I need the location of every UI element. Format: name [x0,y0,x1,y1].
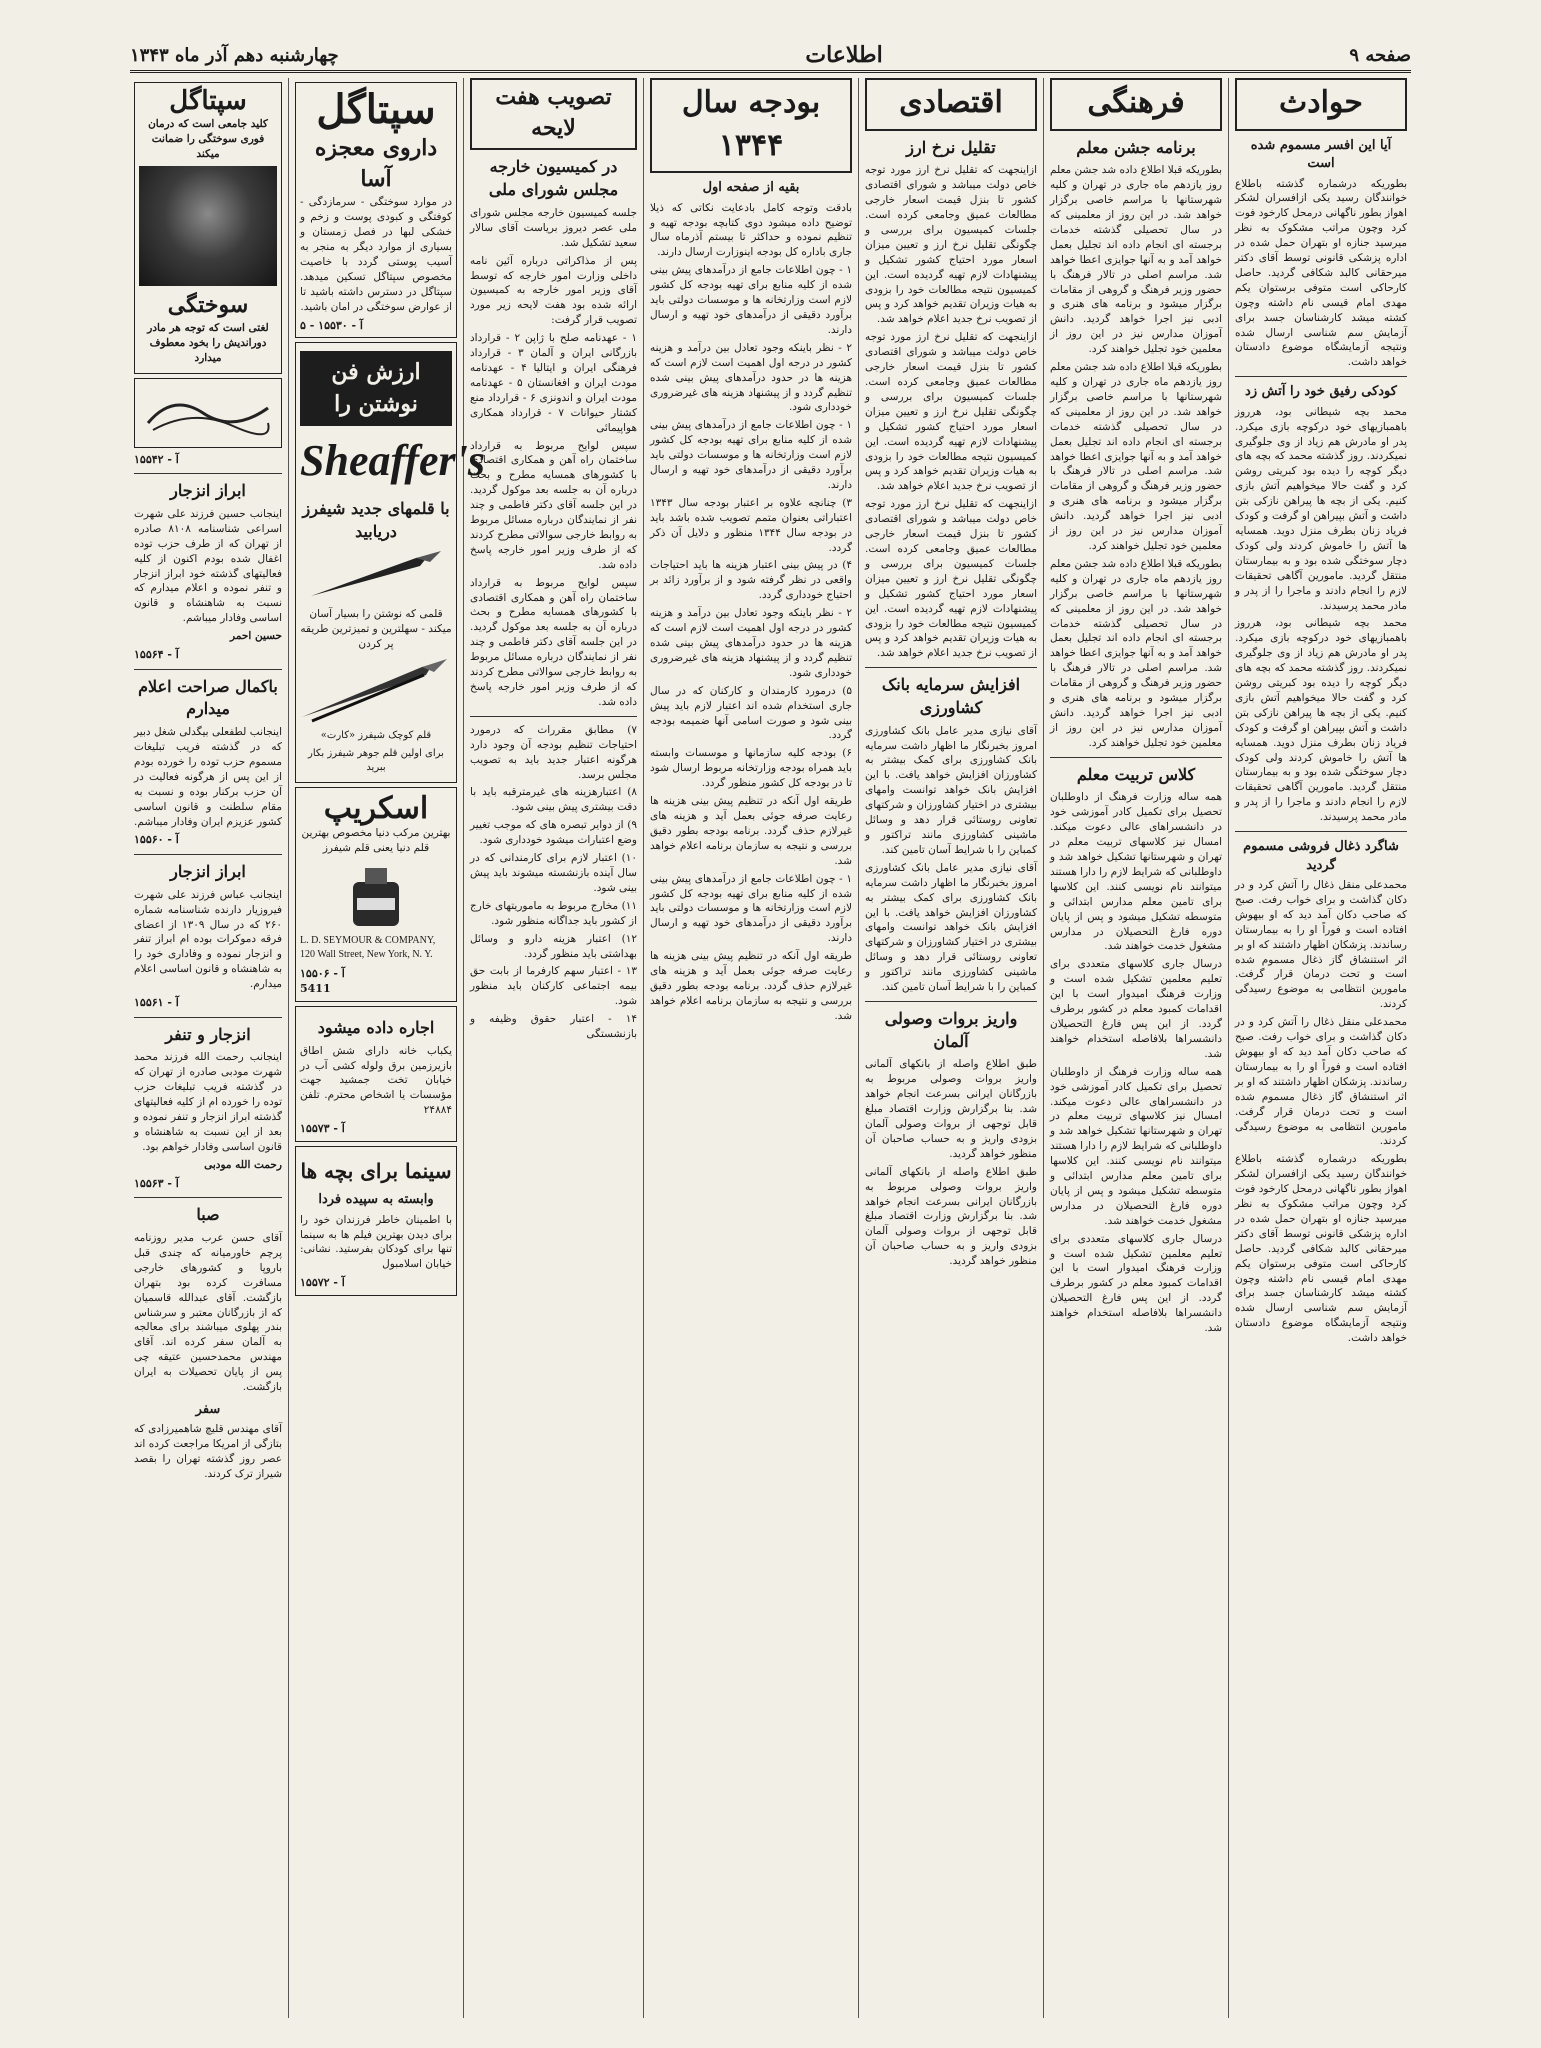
notice-title: ابراز انزجار [170,862,246,882]
layehe-headline: تصویب هفت لایحه [470,78,637,150]
rent-title: اجاره داده میشود [317,1017,435,1037]
divider [134,473,282,474]
ad-subtitle: داروی معجزه آسا [314,135,438,193]
article-body: همه ساله وزارت فرهنگ از داوطلبان تحصیل برای تکمیل کادر آموزشی خود در دانشسراهای عالی دعوت میکند. امسال نیز کلاسهای تربیت معلم در تهران و شهرستانها تشکیل خواهد شد و داوطلبانی که شرایط لازم را دارا هستند میتوانند نام نویسی کنند. این کلاسها برای تامین معلم مدارس ابتدائی و متوسطه تشکیل میشود و پس از پایان دوره فارغ التحصیلان در مدارس مشغول خدمت خواهند شد. [1050,791,1222,953]
masthead [130,40,1411,73]
rent-ad [295,1006,457,1142]
divider [134,669,282,670]
article-body: پس از مذاکراتی درباره آئین نامه داخلی وزارت امور خارجه که توسط آقای وزیر امور خارجه به کمیسیون ارائه شده بود هفت لایحه زیر مورد تصویب قرار گرفت: [470,254,637,327]
ad-code: آ - ۱۵۵۶۳ [134,1176,179,1190]
layehe-subhead: در کمیسیون خارجه مجلس شورای ملی [488,157,619,200]
notice-body: اینجانب رحمت الله فرزند محمد شهرت مودبی صادره از تهران که در گذشته فریب تبلیغات حزب توده را خورده ام از کلیه فعالیتهای گذشته ابراز انزجار و تنفر نموده و بعد از این نسبت به شاهنشاه و قانون اساسی وفادار خواهم بود. [134,1051,282,1153]
column-notices [128,78,288,2018]
column-ads [288,78,485,2018]
article-body: جلسه کمیسیون خارجه مجلس شورای ملی عصر دیروز بریاست آقای سالار سعید تشکیل شد. [470,206,637,249]
article-body: بادقت وتوجه کامل بادعایت نکاتی که ذیلا توضیح داده میشود دوی کتابچه بودجه تهیه و تنظیم نموده و حداکثر تا بیستم آذرماه سال جاری باداره کل بودجه اینوزارت ارسال دارند. [650,201,852,259]
ad-line: کلید جامعی است که درمان فوری سوختگی را ضمانت میکند [148,117,268,160]
article-body: سپس لوایح مربوط به قرارداد ساختمان راه آهن و همکاری اقتصادی با کشورهای همسایه مطرح و بحث درباره آن به جلسه بعد موکول گردید. در این جلسه آقای دکتر فاطمی و چند نفر از نمایندگان درباره مسائل مربوط به روابط خارجی سوالاتی مطرح کردند که از طرف وزیر امور خارجه پاسخ داده شد. [470,439,637,571]
article-body: ۱۴ - اعتبار حقوق وظیفه و بازنشستگی [470,1013,637,1041]
article-title: کودکی رفیق خود را آتش زد [1245,384,1397,400]
calligraphy-emblem-icon [143,388,273,438]
article-body: طبق اطلاع واصله از بانکهای آلمانی واریز بروات وصولی مربوط به بازرگانان ایرانی بسرعت انجام خواهد شد. بنا برگزارش وزارت اقتصاد مبلغ قابل توجهی از بروات وصولی آلمان بزودی واریز و به حساب صاحبان آن منظور خواهد گردید. [865,1165,1037,1268]
sheaffer-body: قلمی که نوشتن را بسیار آسان میکند - سهلترین و تمیزترین طریقه پر کردن [300,607,452,650]
article-body: طریقه اول آنکه در تنظیم پیش بینی هزینه ها رعایت صرفه جوئی بعمل آید و هزینه های غیرلازم حذف گردد. برنامه بودجه بطور دقیق بررسی و نتیجه به سازمان برنامه اعلام خواهد شد. [650,950,852,1022]
ad-code: آ - ۱۵۵۳۰ - ۵ [300,318,363,332]
cinema-body: با اطمینان خاطر فرزندان خود را برای دیدن بهترین فیلم ها به سینما تنها برای کودکان بفرستید. نشانی: خیابان اسلامبول [300,1213,452,1271]
fountain-pen-icon [306,548,446,603]
page-number: صفحه ۹ [1349,44,1411,66]
article-body: درسال جاری کلاسهای متعددی برای تعلیم معلمین تشکیل شده است و وزارت فرهنگ امیدوار است با این اقدامات کمبود معلم در کشور برطرف گردد. از این پس فارغ التحصیلان دانشسراها بلافاصله استخدام خواهند شد. [1050,958,1222,1060]
article-title: افزایش سرمایه بانک کشاورزی [881,675,1021,717]
article-title: آیا این افسر مسموم شده است [1250,137,1392,172]
article-body: ازاینجهت که تقلیل نرخ ارز مورد توجه خاص دولت میباشد و شورای اقتصادی کشور تا بنزل قیمت اسعار خارجی مطالعات عمیق وجامعی کرده است. جلسات کمیسیون برای بررسی و چگونگی تقلیل نرخ ارز و تعیین میزان اسعار مورد احتیاج کشور تشکیل و پیشنهادات لازم تهیه گردیده است. این کمیسیون نتیجه مطالعات خود را بزودی به هیات وزیران تقدیم خواهد کرد و پس از تصویب نرخ جدید اعلام خواهد شد. [865,498,1037,660]
article-list: ۱ - عهدنامه صلح با ژاپن ۲ - قرارداد بازرگانی ایران و آلمان ۳ - قرارداد فرهنگی ایران و ایتالیا ۴ - عهدنامه مودت ایران و افغانستان ۵ - عهدنامه مودت ایران و اندونزی ۶ - قرارداد منع کشتار حیوانات ۷ - قرارداد همکاری هواپیمائی [470,332,638,434]
social-subhead: سفر [195,1401,221,1417]
divider [134,854,282,855]
calligraphy-stamp-ad [134,378,282,448]
divider [1235,376,1407,377]
ad-code: آ - ۱۵۵۷۲ [300,1276,345,1290]
ad-number: 5411 [300,982,331,996]
ad-body: در موارد سوختگی - سرمازدگی - کوفتگی و کبودی پوست و زخم و خشکی لبها در فصل زمستان و بسیاری از موارد دیگر به منجر به آسیب پوستی گردد با خاصیت مخصوص سپتاگل تسکین میدهد. سپتاگل در دسترس داشته باشید تا از عوارض سوختگی در امان باشید. [300,196,452,313]
article-body: ۶) بودجه کلیه سازمانها و موسسات وابسته باید همراه بودجه وزارتخانه مربوط ارسال شود تا در بودجه کل کشور منظور گردد. [650,747,852,790]
divider [865,667,1037,668]
burn-victim-photo [139,166,277,286]
cinema-subtitle: وابسته به سپیده فردا [318,1192,434,1208]
article-body: بطوریکه قبلا اطلاع داده شد جشن معلم روز یازدهم ماه جاری در تهران و کلیه شهرستانها با مراسم خاصی برگزار خواهد شد. در این روز از معلمینی که در سال تحصیلی گذشته خدمات برجسته ای انجام داده اند تجلیل بعمل خواهد آمد و به آنها جوایزی اعطا خواهد شد. مراسم اصلی در تالار فرهنگ با حضور وزیر فرهنگ و گروهی از مقامات برگزار میشود و برنامه های هنری و ادبی نیز اجرا خواهد گردید. دانش آموزان مدارس نیز در این روز از معلمین خود تجلیل خواهند کرد. [1050,361,1222,552]
article-title: واریز بروات وصولی آلمان [884,1008,1018,1051]
ad-code: آ - ۱۵۵۶۰ [134,833,179,847]
divider [134,1197,282,1198]
ad-subtitle: سوختگی [167,291,249,318]
article-body: بطوریکه درشماره گذشته باطلاع خوانندگان رسید یکی ازافسران لشکر اهواز بطور ناگهانی درمحل کارخود فوت کرد وچون مراتب مشکوک به نظر میرسید جنازه او بتهران حمل شده در اداره پزشکی قانونی توسط آقای دکتر میرحقانی کالبد شکافی گردید. حاصل کارحاکی است متوفی برستوان یکم مهدی امام قیسی نام داشته وچون کشته میشد کارشناسان جسد برای آزمایش سم شناسی ارسال شده ونتیجه آزمایشگاه موضوع دادستان خواهد داشت. [1235,177,1407,369]
article-body: ۴) در پیش بینی اعتبار هزینه ها باید احتیاجات واقعی در نظر گرفته شود و از برآورد زائد بر احتیاج خودداری گردد. [650,559,852,602]
paper-name: اطلاعات [805,42,883,68]
sheaffer-brand-logo: Sheaffer's [300,435,485,485]
social-body: آقای مهندس قلیچ شاهمیرزادی که بتازگی از امریکا مراجعت کرده اند عصر روز گذشته تهران را بقصد شیراز ترک کردند. [134,1423,282,1481]
article-body: سپس لوایح مربوط به قرارداد ساختمان راه آهن و همکاری اقتصادی با کشورهای همسایه مطرح و بحث درباره آن به جلسه بعد موکول گردید. در این جلسه آقای دکتر فاطمی و چند نفر از نمایندگان درباره مسائل مربوط به روابط خارجی سوالاتی مطرح کردند که از طرف وزیر امور خارجه پاسخ داده شد. [470,576,637,708]
article-title: کلاس تربیت معلم [1076,764,1196,784]
article-body: ۱ - چون اطلاعات جامع از درآمدهای پیش بینی شده از کلیه منابع برای تهیه بودجه کل کشور لازم است وزارتخانه ها و موسسات دولتی باید برآورد دقیقی از درآمدهای خود تهیه و ارسال دارند. [650,419,852,491]
section-header-eghtesadi: اقتصادی [865,78,1037,131]
divider [134,1017,282,1018]
sheaffer-tagline: با قلمهای جدید شیفرز دریابید [302,499,450,541]
divider [1050,757,1222,758]
section-header-havades: حوادث [1235,78,1407,131]
article-title: برنامه جشن معلم [1076,137,1196,157]
ad-title: سپتاگل [169,86,247,116]
ad-code: آ - ۱۵۵۴۲ [134,452,179,466]
article-body: ۵) درمورد کارمندان و کارکنان که در سال جاری استخدام شده اند اعتبار لازم باید پیش بینی شود و صورت اسامی آنها ضمیمه بودجه گردد. [650,684,852,742]
article-body: محمد بچه شیطانی بود، هرروز باهمبازیهای خود درکوچه بازی میکرد. پدر او مادرش هم زیاد از وی جلوگیری نمیکردند. روز گذشته محمد که بچه های دیگر کوچه را دیده بود کبریتی روشن کرد و گفت حالا میخواهیم آتش بازی کنیم. یکی از بچه ها پیراهن نازکی بتن داشت و آتش بپیراهن او گرفت و کودک فریاد زنان بطرف منزل دوید. همسایه ها آتش را خاموش کردند ولی کودک دچار سوختگی شده بود و به بیمارستان منتقل گردید. مامورین آگاهی تحقیقات لازم را انجام دادند و ماجرا را از پدر و مادر محمد پرسیدند. [1235,617,1407,824]
skrip-body: بهترین مرکب دنیا مخصوص بهترین قلم دنیا یعنی قلم شیفرز [301,827,451,855]
budget-headline: بودجه سال ۱۳۴۴ [650,78,852,173]
article-body: محمدعلی منقل ذغال را آتش کرد و در دکان گذاشت و برای خواب رفت. صبح که صاحب دکان آمد دید که او بیهوش افتاده است و فوراً او را به بیمارستان رساندند. پزشکان اظهار داشتند که او بر اثر استنشاق گاز ذغال مسموم شده است و تحت درمان قرار گرفت. مامورین انتظامی به موضوع رسیدگی کردند. [1235,1016,1407,1148]
sheaffer-small: قلم کوچک شیفرز «کارت» [320,730,432,742]
notice-body: اینجانب حسین فرزند علی شهرت اسراعی شناسنامه ۸۱۰۸ صادره از تهران که از طرف حزب توده اغفال شده بودم اکنون از کلیه فعالیتهای گذشته خود ابراز انزجار و تنفر نموده و اعلام میدارم که نسبت به شاهنشاه و قانون اساسی وفادار میباشم. [134,507,283,625]
article-body: طبق اطلاع واصله از بانکهای آلمانی واریز بروات وصولی مربوط به بازرگانان ایرانی بسرعت انجام خواهد شد. بنا برگزارش وزارت اقتصاد مبلغ قابل توجهی از بروات وصولی آلمان بزودی واریز و به حساب صاحبان آن منظور خواهد گردید. [865,1058,1037,1160]
notice-signature: حسین احمر [230,630,282,643]
article-title: تقلیل نرخ ارز [906,137,996,157]
column-havades [1228,78,1413,2018]
ad-code: آ - ۱۵۵۶۴ [134,648,179,662]
article-body: محمد بچه شیطانی بود، هرروز باهمبازیهای خود درکوچه بازی میکرد. پدر او مادرش هم زیاد از وی جلوگیری نمیکردند. روز گذشته محمد که بچه های دیگر کوچه را دیده بود کبریتی روشن کرد و گفت حالا میخواهیم آتش بازی کنیم. یکی از بچه ها پیراهن نازکی بتن داشت و آتش بپیراهن او گرفت و کودک فریاد زنان بطرف منزل دوید. همسایه ها آتش را خاموش کردند ولی کودک دچار سوختگی شده بود و به بیمارستان منتقل گردید. مامورین آگاهی تحقیقات لازم را انجام دادند و ماجرا را از پدر و مادر محمد پرسیدند. [1235,405,1407,612]
notice-title: باکمال صراحت اعلام میدارم [138,676,278,719]
article-body: ازاینجهت که تقلیل نرخ ارز مورد توجه خاص دولت میباشد و شورای اقتصادی کشور تا بنزل قیمت اسعار خارجی مطالعات عمیق وجامعی کرده است. جلسات کمیسیون برای بررسی و چگونگی تقلیل نرخ ارز و تعیین میزان اسعار مورد احتیاج کشور تشکیل و پیشنهادات لازم تهیه گردیده است. این کمیسیون نتیجه مطالعات خود را بزودی به هیات وزیران تقدیم خواهد کرد و پس از تصویب نرخ جدید اعلام خواهد شد. [865,331,1037,493]
notice-signature: رحمت الله مودبی [204,1158,282,1171]
social-body: آقای حسن عرب مدیر روزنامه پرچم خاورمیانه که چندی قبل باروپا و کشورهای خارجی مسافرت کرده بود بتهران بازگشت. آقای عبدالله قاسمیان که از بازرگانان معتبر و سرشناس بندر پهلوی میباشند برای معالجه به آلمان سفر کرده اند. آقای مهندس محمدحسین عتیقه چی پس از پایان تحصیلات به ایران بازگشت. [134,1232,282,1394]
article-body: ازاینجهت که تقلیل نرخ ارز مورد توجه خاص دولت میباشد و شورای اقتصادی کشور تا بنزل قیمت اسعار خارجی مطالعات عمیق وجامعی کرده است. جلسات کمیسیون برای بررسی و چگونگی تقلیل نرخ ارز و تعیین میزان اسعار مورد احتیاج کشور تشکیل و پیشنهادات لازم تهیه گردیده است. این کمیسیون نتیجه مطالعات خود را بزودی به هیات وزیران تقدیم خواهد کرد و پس از تصویب نرخ جدید اعلام خواهد شد. [865,164,1037,326]
rent-body: یکباب خانه دارای شش اطاق بازیرزمین برق ولوله کشی آب در خیابان تخت جمشید جهت مؤسسات یا اشخاص محترم. تلفن ۲۴۸۸۴ [300,1044,452,1117]
cinema-title: سینما برای بچه ها [300,1158,452,1183]
article-body: طریقه اول آنکه در تنظیم پیش بینی هزینه ها رعایت صرفه جوئی بعمل آید و هزینه های غیرلازم حذف گردد. برنامه بودجه بطور دقیق بررسی و نتیجه به سازمان برنامه اعلام خواهد شد. [650,795,852,867]
ad-code: آ - ۱۵۵۷۳ [300,1122,345,1136]
article-body: همه ساله وزارت فرهنگ از داوطلبان تحصیل برای تکمیل کادر آموزشی خود در دانشسراهای عالی دعوت میکند. امسال نیز کلاسهای تربیت معلم در تهران و شهرستانها تشکیل خواهد شد و داوطلبانی که شرایط لازم را دارا هستند میتوانند نام نویسی کنند. این کلاسها برای تامین معلم مدارس ابتدائی و متوسطه تشکیل میشود و پس از پایان دوره فارغ التحصیلان در مدارس مشغول خدمت خواهند شد. [1050,1065,1222,1227]
article-body: بطوریکه درشماره گذشته باطلاع خوانندگان رسید یکی ازافسران لشکر اهواز بطور ناگهانی درمحل کارخود فوت کرد وچون مراتب مشکوک به نظر میرسید جنازه او بتهران حمل شده در اداره پزشکی قانونی توسط آقای دکتر میرحقانی کالبد شکافی گردید. حاصل کارحاکی است متوفی برستوان یکم مهدی امام قیسی نام داشته وچون کشته میشد کارشناسان جسد برای آزمایش سم شناسی ارسال شده ونتیجه آزمایشگاه موضوع دادستان خواهد داشت. [1235,1153,1407,1345]
septagol-ad [295,82,457,338]
notice-title: ابراز انزجار [170,481,246,501]
column-budget [643,78,858,2018]
continued-from: بقیه از صفحه اول [702,180,800,196]
column-layehe [463,78,643,2018]
sheaffer-ad [295,342,485,783]
skrip-company: L. D. SEYMOUR & COMPANY, 120 Wall Street, New York, N. Y. [300,935,436,961]
septagol-image-ad [134,82,282,374]
article-body: ۱۳ - اعتبار سهم کارفرما از بابت حق بیمه اجتماعی کارکنان باید منظور شود. [470,965,637,1008]
column-farhangi [1043,78,1228,2018]
article-body: ۱ - چون اطلاعات جامع از درآمدهای پیش بینی شده از کلیه منابع برای تهیه بودجه کل کشور لازم است وزارتخانه ها و موسسات دولتی باید برآورد دقیقی از درآمدهای خود تهیه و ارسال دارند. [650,872,852,945]
article-body: ۲ - نظر باینکه وجود تعادل بین درآمد و هزینه کشور در درجه اول اهمیت است لازم است که هزینه ها در حدود درآمدهای پیش بینی شده تنظیم گردد و از پیشنهاد هزینه های غیرضروری خودداری شود. [650,607,852,679]
article-body: بطوریکه قبلا اطلاع داده شد جشن معلم روز یازدهم ماه جاری در تهران و کلیه شهرستانها با مراسم خاصی برگزار خواهد شد. در این روز از معلمینی که در سال تحصیلی گذشته خدمات برجسته ای انجام داده اند تجلیل بعمل خواهد آمد و به آنها جوایزی اعطا خواهد شد. مراسم اصلی در تالار فرهنگ با حضور وزیر فرهنگ و گروهی از مقامات برگزار میشود و برنامه های هنری و ادبی نیز اجرا خواهد گردید. دانش آموزان مدارس نیز در این روز از معلمین خود تجلیل خواهند کرد. [1050,164,1222,356]
article-body: بطوریکه قبلا اطلاع داده شد جشن معلم روز یازدهم ماه جاری در تهران و کلیه شهرستانها با مراسم خاصی برگزار خواهد شد. در این روز از معلمینی که در سال تحصیلی گذشته خدمات برجسته ای انجام داده اند تجلیل بعمل خواهد آمد و به آنها جوایزی اعطا خواهد شد. مراسم اصلی در تالار فرهنگ با حضور وزیر فرهنگ و گروهی از مقامات برگزار میشود و برنامه های هنری و ادبی نیز اجرا خواهد گردید. دانش آموزان مدارس نیز در این روز از معلمین خود تجلیل خواهند کرد. [1050,557,1222,749]
sheaffer-banner: ارزش فن نوشتن را [300,351,452,425]
article-body: آقای نیازی مدیر عامل بانک کشاورزی امروز بخبرنگار ما اظهار داشت سرمایه بانک کشاورزی برای کمک بیشتر به کشاورزان افزایش خواهد یافت. با این افزایش بانک خواهد توانست وامهای بیشتری در اختیار کشاورزان و شرکتهای تعاونی روستائی قرار دهد و وسائل ماشینی کشاورزی مانند تراکتور و کمباین را با شرایط آسان تامین کند. [865,861,1037,994]
divider [1235,831,1407,832]
sheaffer-foot: برای اولین قلم جوهر شیفرز بکار ببرید [308,747,444,773]
skrip-title: اسکریپ [323,790,429,826]
divider [865,1001,1037,1002]
issue-date: چهارشنبه دهم آذر ماه ۱۳۴۳ [130,44,339,66]
column-eghtesadi [858,78,1043,2018]
article-body: ۷) مطابق مقررات که درمورد احتیاجات تنظیم بودجه آن وجود دارد هرگونه اعتبار جدید باید به تصویب مجلس برسد. [470,723,637,781]
article-body: محمدعلی منقل ذغال را آتش کرد و در دکان گذاشت و برای خواب رفت. صبح که صاحب دکان آمد دید که او بیهوش افتاده است و فوراً او را به بیمارستان رساندند. پزشکان اظهار داشتند که او بر اثر استنشاق گاز ذغال مسموم شده است و تحت درمان قرار گرفت. مامورین انتظامی به موضوع رسیدگی کردند. [1235,879,1407,1011]
fountain-pen-icon [292,655,452,725]
notice-title: انزجار و تنفر [165,1024,251,1044]
notice-body: اینجانب عباس فرزند علی شهرت فیروزیار دارنده شناسنامه شماره ۲۶۰ که در سال ۱۳۰۹ از اعضای فرقه دموکرات بوده ام ابراز تنفر و انزجار نموده و وفاداری خود را به شاهنشاه و قانون اساسی اعلام میدارم. [134,888,282,991]
ad-code: آ - ۱۵۵۶۱ [134,996,179,1010]
article-body: ۳) چنانچه علاوه بر اعتبار بودجه سال ۱۳۴۳ اعتباراتی بعنوان متمم تصویب شده باشد باید در بودجه سال ۱۳۴۴ منظور و دلایل آن ذکر گردد. [650,496,853,554]
skrip-ad [295,787,457,1002]
article-body: آقای نیازی مدیر عامل بانک کشاورزی امروز بخبرنگار ما اظهار داشت سرمایه بانک کشاورزی برای کمک بیشتر به کشاورزان افزایش خواهد یافت. با این افزایش بانک خواهد توانست وامهای بیشتری در اختیار کشاورزان و شرکتهای تعاونی روستائی قرار دهد و وسائل ماشینی کشاورزی مانند تراکتور و کمباین را با شرایط آسان تامین کند. [865,724,1037,856]
article-body: ۱۲) اعتبار هزینه دارو و وسائل بهداشتی باید منظور گردد. [470,932,637,960]
article-title: شاگرد ذغال فروشی مسموم گردید [1243,839,1399,873]
article-body: ۸) اعتبارهزینه های غیرمترقبه باید با دقت بیشتری پیش بینی شود. [470,786,637,814]
ad-title: سپتاگل [316,86,436,133]
article-body: درسال جاری کلاسهای متعددی برای تعلیم معلمین تشکیل شده است و وزارت فرهنگ امیدوار است با این اقدامات کمبود معلم در کشور برطرف گردد. از این پس فارغ التحصیلان دانشسراها بلافاصله استخدام خواهند شد. [1050,1232,1222,1335]
notice-body: اینجانب لطفعلی بیگدلی شغل دبیر که در گذشته فریب تبلیغات مسموم حزب توده را خورده بودم از این پس از هرگونه فعالیت در آن حزب برکنار بوده و نسبت به مقام سلطنت و قانون اساسی کشور عزیزم ایران وفادار میباشم. [134,726,282,828]
article-body: ۱ - چون اطلاعات جامع از درآمدهای پیش بینی شده از کلیه منابع برای تهیه بودجه کل کشور لازم است وزارتخانه ها و موسسات دولتی باید برآورد دقیقی از درآمدهای خود تهیه و ارسال دارند. [650,264,852,336]
section-header-farhangi: فرهنگی [1050,78,1222,131]
article-body: ۲ - نظر باینکه وجود تعادل بین درآمد و هزینه کشور در درجه اول اهمیت است لازم است که هزینه ها در حدود درآمدهای پیش بینی شده تنظیم گردد و از پیشنهاد هزینه های غیرضروری خودداری شود. [650,341,852,414]
cinema-ad [295,1146,457,1296]
article-body: ۹) از دوایر تبصره های که موجب تغییر وضع اعتبارات میشود خودداری شود. [470,819,637,847]
ad-code: آ - ۱۵۵۰۶ [300,966,345,980]
divider [470,716,637,717]
ad-body: لغتی است که توجه هر مادر دوراندیش را بخود معطوف میدارد [147,321,269,364]
article-body: ۱۰) اعتبار لازم برای کارمندانی که در سال آینده بازنشسته میشوند باید پیش بینی شود. [470,852,637,894]
article-body: ۱۱) مخارج مربوط به ماموریتهای خارج از کشور باید جداگانه منظور شود. [470,899,637,927]
social-title: صبا [196,1205,220,1225]
ink-bottle-icon [341,860,411,930]
